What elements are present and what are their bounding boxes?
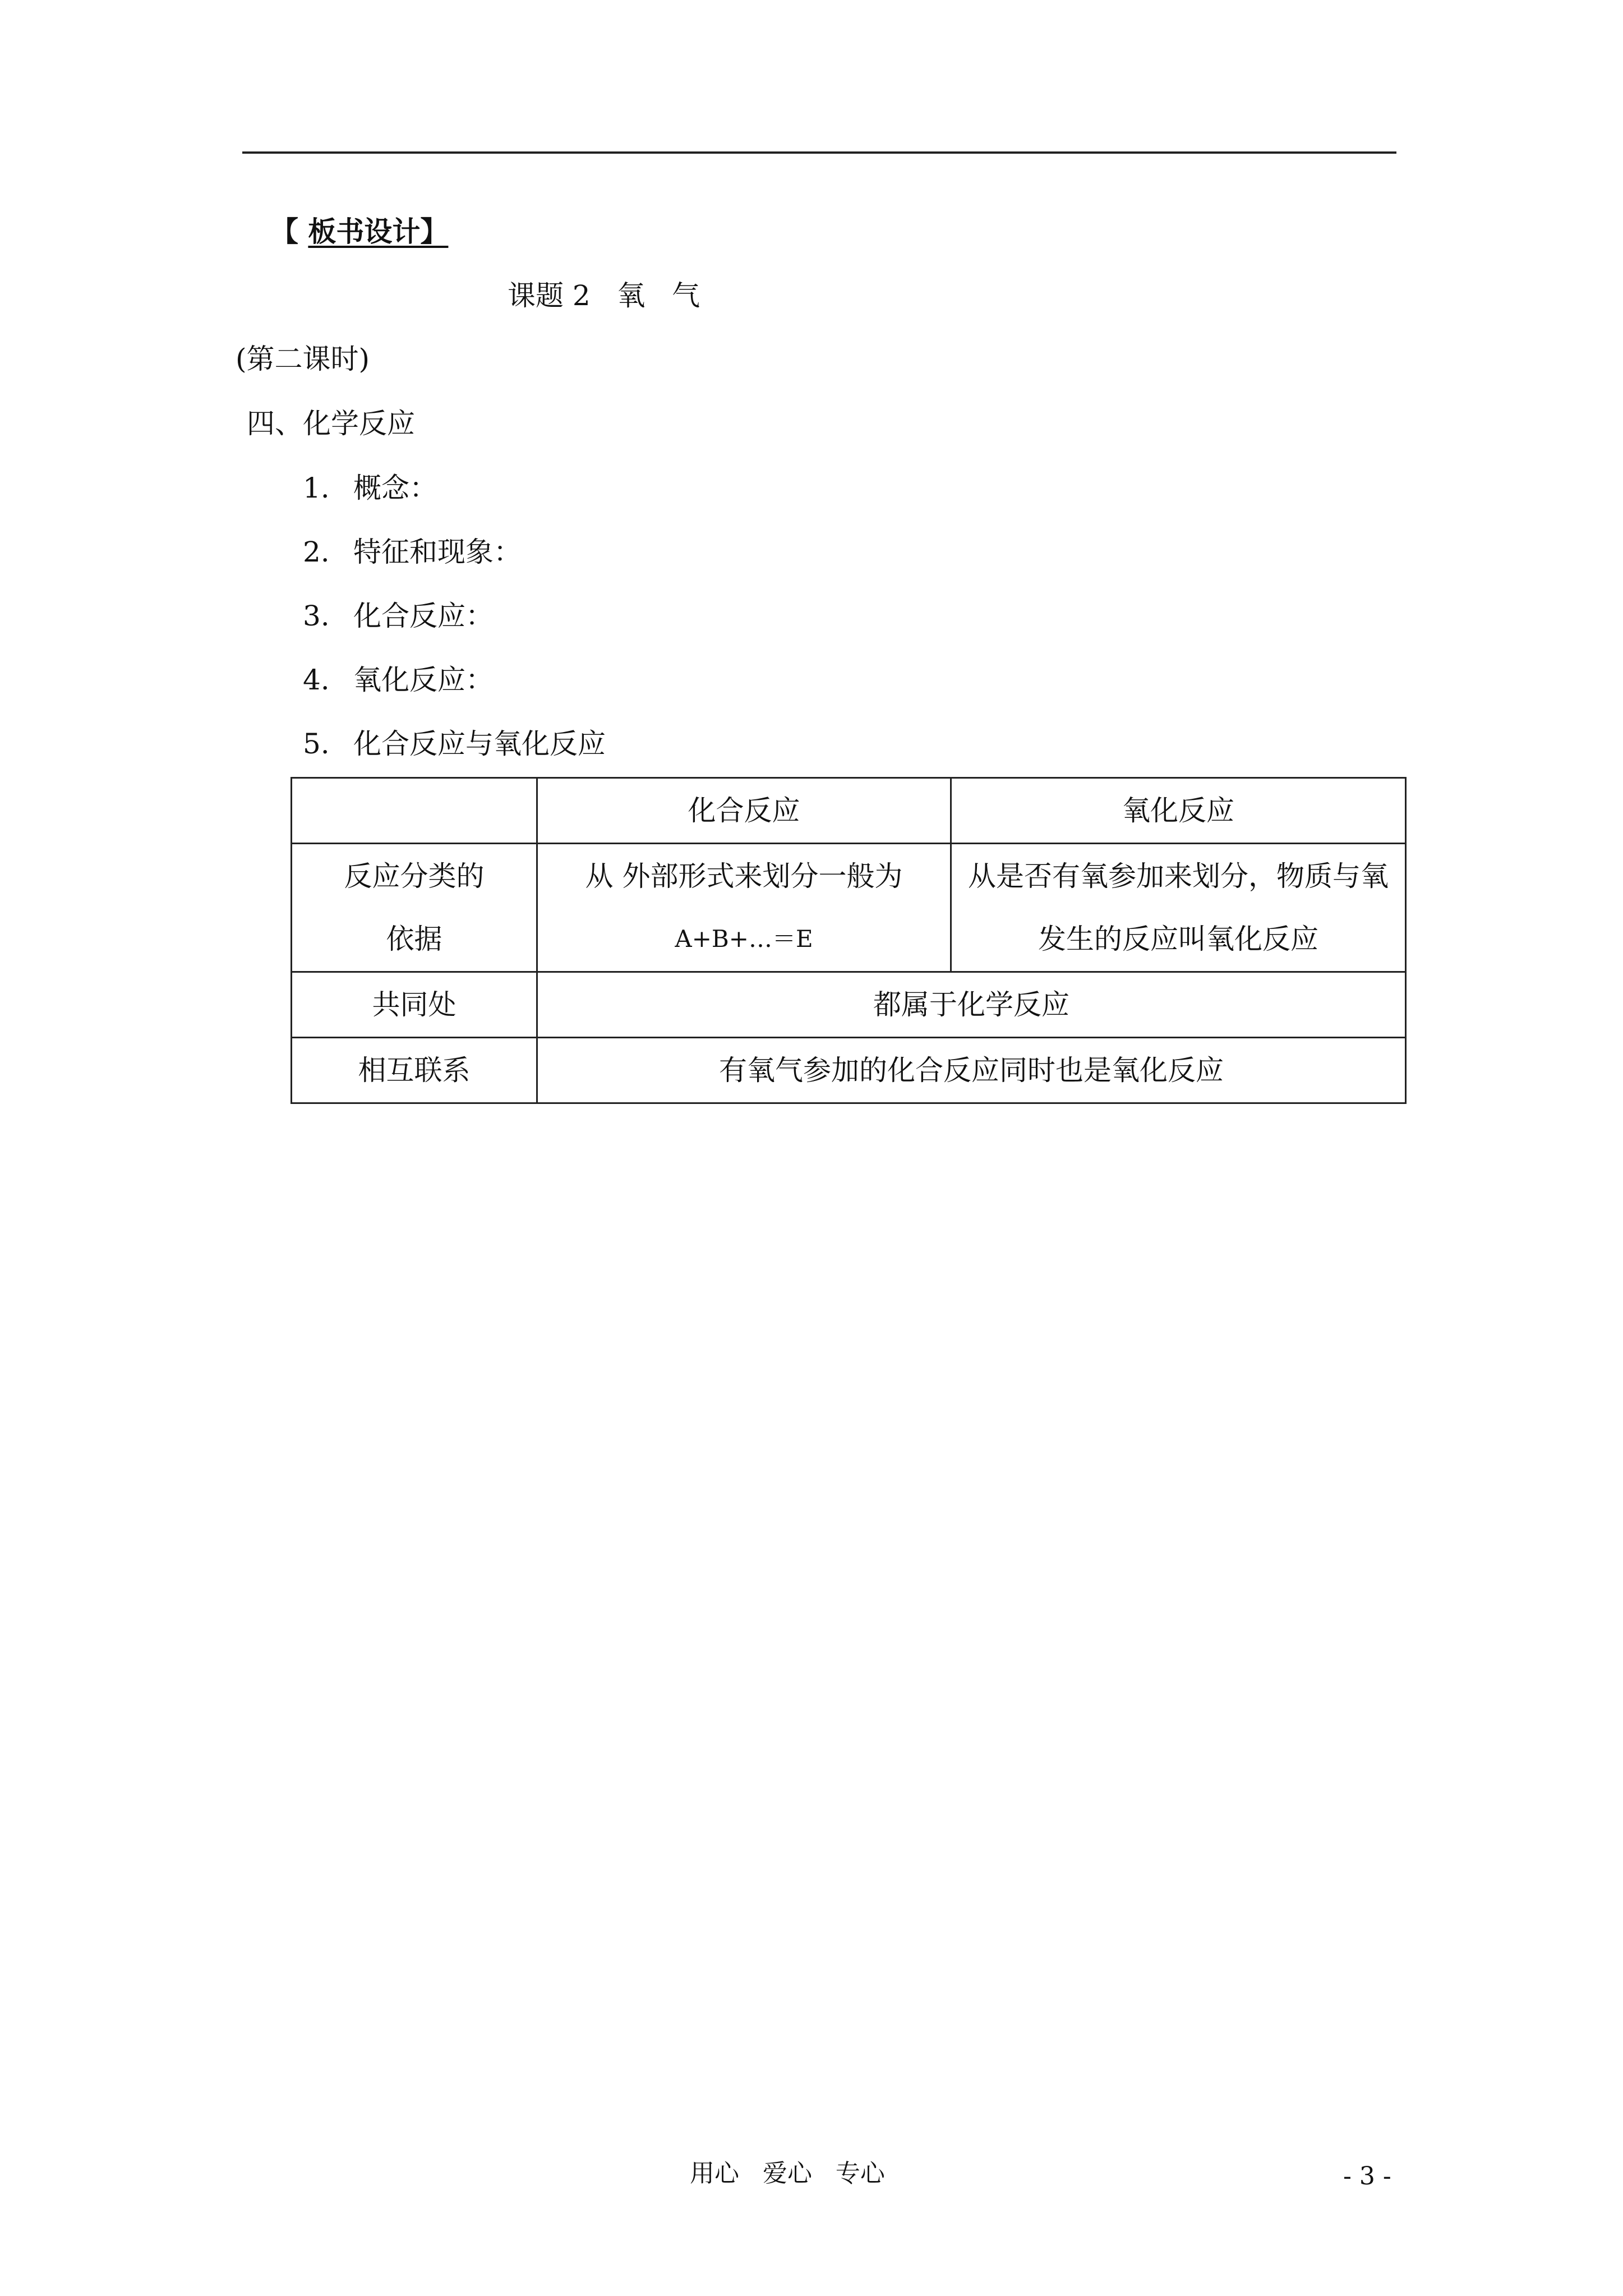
list-item-text: 氧化反应： <box>353 664 494 696</box>
lesson-subtitle: (第二课时) <box>236 343 370 375</box>
cell-oxidation-basis <box>951 844 1406 972</box>
list-item <box>303 532 606 596</box>
cell-common-value: 都属于化学反应 <box>537 972 1406 1038</box>
list-item <box>303 660 606 724</box>
page-number: - 3 - <box>1343 2162 1391 2191</box>
cell-text-line: 发生的反应叫氧化反应 <box>1038 923 1318 955</box>
section-heading <box>270 212 448 251</box>
list-item <box>303 468 606 532</box>
table-corner-cell <box>292 778 537 844</box>
cell-text-line: 从 外部形式来划分一般为 <box>585 860 903 892</box>
column-header-combination: 化合反应 <box>537 778 951 844</box>
heading-text: 板书设计】 <box>308 215 449 248</box>
list-item-number: 1. <box>303 472 330 504</box>
row-label-common: 共同处 <box>292 972 537 1038</box>
header-rule <box>242 151 1396 154</box>
cell-relation-value: 有氧气参加的化合反应同时也是氧化反应 <box>537 1038 1406 1103</box>
row-label-line: 依据 <box>386 923 442 955</box>
list-item-number: 3. <box>303 600 330 632</box>
list-item-number: 4. <box>303 664 330 696</box>
table-row <box>292 1038 1406 1103</box>
list-item-text: 概念： <box>353 472 437 504</box>
comparison-table <box>291 777 1407 1104</box>
column-header-oxidation: 氧化反应 <box>951 778 1406 844</box>
row-label-line: 反应分类的 <box>344 860 485 892</box>
formula-text: A+B+…＝E <box>675 925 813 953</box>
cell-combination-basis <box>537 844 951 972</box>
heading-open-bracket: 【 <box>270 215 298 248</box>
row-label-relation: 相互联系 <box>292 1038 537 1103</box>
list-item-number: 2. <box>303 536 330 568</box>
topic-heading: 四、化学反应 <box>247 407 415 440</box>
footer-motto: 用心 爱心 专心 <box>690 2159 885 2188</box>
row-label-basis <box>292 844 537 972</box>
list-item-text: 化合反应与氧化反应 <box>353 728 606 760</box>
table-row <box>292 844 1406 972</box>
table-row <box>292 778 1406 844</box>
list-item-text: 特征和现象： <box>353 536 522 568</box>
lesson-title: 课题 2 氧 气 <box>508 279 700 312</box>
table-row <box>292 972 1406 1038</box>
list-item-text: 化合反应： <box>353 600 494 632</box>
list-item <box>303 596 606 660</box>
list-item-number: 5. <box>303 728 330 760</box>
outline-list <box>303 468 606 788</box>
cell-text-line: 从是否有氧参加来划分，物质与氧 <box>968 860 1389 892</box>
